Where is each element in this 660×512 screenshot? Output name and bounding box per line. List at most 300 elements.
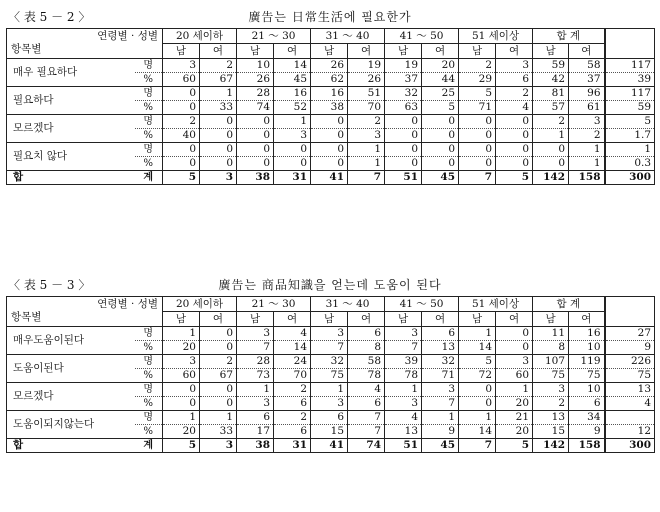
total-row <box>7 171 655 185</box>
count-cell: 3 <box>496 59 533 73</box>
total-cell: 38 <box>237 439 274 453</box>
count-cell: 14 <box>274 59 311 73</box>
count-cell: 51 <box>348 87 385 101</box>
sex-header-female: 여 <box>422 44 459 59</box>
table-row <box>7 87 655 101</box>
percent-cell: 0 <box>200 129 237 143</box>
percent-cell: 14 <box>459 341 496 355</box>
sex-header-female: 여 <box>348 44 385 59</box>
count-cell: 58 <box>569 59 605 73</box>
count-cell: 1 <box>200 411 237 425</box>
count-cell: 0 <box>311 143 348 157</box>
percent-cell: 6 <box>274 425 311 439</box>
table-row <box>7 355 655 369</box>
count-cell: 1 <box>163 327 200 341</box>
count-cell: 0 <box>459 143 496 157</box>
total-cell: 142 <box>533 171 569 185</box>
count-cell: 0 <box>200 115 237 129</box>
row-label: 필요하다 <box>7 87 135 115</box>
percent-cell: 37 <box>385 73 422 87</box>
age-group-header: 51 세이상 <box>459 297 533 312</box>
unit-count: 명 <box>135 87 163 101</box>
count-cell: 2 <box>163 115 200 129</box>
count-cell: 11 <box>533 327 569 341</box>
count-cell: 5 <box>459 87 496 101</box>
percent-cell: 17 <box>237 425 274 439</box>
count-cell: 3 <box>569 115 605 129</box>
table-block-1 <box>6 4 654 185</box>
count-cell: 1 <box>459 411 496 425</box>
unit-count: 명 <box>135 327 163 341</box>
count-cell: 6 <box>422 327 459 341</box>
count-cell: 28 <box>237 355 274 369</box>
percent-cell: 70 <box>274 369 311 383</box>
count-cell: 0 <box>237 115 274 129</box>
percent-cell: 3 <box>237 397 274 411</box>
unit-percent: % <box>135 129 163 143</box>
percent-cell: 61 <box>569 101 605 115</box>
percent-cell: 0.3 <box>605 157 655 171</box>
count-cell: 27 <box>605 327 655 341</box>
total-cell: 31 <box>274 171 311 185</box>
unit-count: 명 <box>135 143 163 157</box>
age-group-header: 31 ～ 40 <box>311 297 385 312</box>
percent-cell: 15 <box>533 425 569 439</box>
sex-header-male: 남 <box>385 44 422 59</box>
unit-count: 명 <box>135 59 163 73</box>
count-cell: 3 <box>311 327 348 341</box>
count-cell: 107 <box>533 355 569 369</box>
sex-header-male: 남 <box>237 44 274 59</box>
total-cell: 158 <box>569 171 605 185</box>
age-group-header: 21 ～ 30 <box>237 29 311 44</box>
percent-cell: 9 <box>605 341 655 355</box>
count-cell: 16 <box>311 87 348 101</box>
percent-cell: 20 <box>163 341 200 355</box>
total-row <box>7 439 655 453</box>
row-label: 필요치 않다 <box>7 143 135 171</box>
percent-cell: 0 <box>533 157 569 171</box>
total-cell: 5 <box>496 439 533 453</box>
count-cell: 0 <box>163 143 200 157</box>
percent-cell: 78 <box>385 369 422 383</box>
percent-cell: 78 <box>348 369 385 383</box>
percent-cell: 0 <box>496 341 533 355</box>
percent-cell: 7 <box>385 341 422 355</box>
header-row <box>7 297 655 312</box>
sex-header-female: 여 <box>569 44 605 59</box>
percent-cell: 0 <box>422 157 459 171</box>
percent-cell: 63 <box>385 101 422 115</box>
count-cell: 3 <box>422 383 459 397</box>
unit-percent: % <box>135 397 163 411</box>
count-cell: 96 <box>569 87 605 101</box>
table-caption <box>6 272 654 296</box>
count-cell: 34 <box>569 411 605 425</box>
percent-cell: 0 <box>163 157 200 171</box>
sex-header-female: 여 <box>200 44 237 59</box>
percent-cell: 2 <box>569 129 605 143</box>
percent-cell: 6 <box>274 397 311 411</box>
percent-cell: 33 <box>200 425 237 439</box>
age-group-header: 31 ～ 40 <box>311 29 385 44</box>
percent-cell: 37 <box>569 73 605 87</box>
row-label: 매우 필요하다 <box>7 59 135 87</box>
corner-item-label: 항목별 <box>11 311 42 323</box>
table-row <box>7 59 655 73</box>
table-row <box>7 411 655 425</box>
count-cell: 13 <box>533 411 569 425</box>
percent-cell: 7 <box>311 341 348 355</box>
count-cell: 1 <box>385 383 422 397</box>
count-cell: 0 <box>496 327 533 341</box>
count-cell: 32 <box>422 355 459 369</box>
count-cell: 0 <box>422 143 459 157</box>
total-unit: 계 <box>135 171 163 185</box>
percent-cell: 44 <box>422 73 459 87</box>
total-cell: 51 <box>385 439 422 453</box>
row-label: 모르겠다 <box>7 383 135 411</box>
percent-cell: 3 <box>348 129 385 143</box>
table-number: 〈 表 5 － 2 〉 <box>8 10 91 24</box>
count-cell: 4 <box>348 383 385 397</box>
percent-cell: 0 <box>459 397 496 411</box>
age-group-header: 20 세이하 <box>163 29 237 44</box>
percent-cell: 6 <box>496 73 533 87</box>
count-cell: 0 <box>163 87 200 101</box>
total-cell: 74 <box>348 439 385 453</box>
count-cell: 0 <box>459 115 496 129</box>
unit-count: 명 <box>135 411 163 425</box>
percent-cell: 26 <box>348 73 385 87</box>
unit-percent: % <box>135 425 163 439</box>
percent-cell: 13 <box>385 425 422 439</box>
total-cell: 5 <box>163 439 200 453</box>
count-cell: 10 <box>569 383 605 397</box>
sex-header-female: 여 <box>496 44 533 59</box>
percent-cell: 0 <box>163 397 200 411</box>
total-cell: 3 <box>200 171 237 185</box>
count-cell: 0 <box>237 143 274 157</box>
percent-cell: 14 <box>459 425 496 439</box>
percent-cell: 3 <box>274 129 311 143</box>
percent-cell: 0 <box>311 129 348 143</box>
count-cell: 4 <box>385 411 422 425</box>
percent-cell: 20 <box>163 425 200 439</box>
table-row <box>7 143 655 157</box>
percent-cell: 0 <box>163 101 200 115</box>
percent-cell: 45 <box>274 73 311 87</box>
unit-percent: % <box>135 369 163 383</box>
age-group-header: 51 세이상 <box>459 29 533 44</box>
count-cell: 1 <box>569 143 605 157</box>
unit-percent: % <box>135 157 163 171</box>
count-cell: 3 <box>163 59 200 73</box>
count-cell: 2 <box>200 355 237 369</box>
sex-header-female: 여 <box>422 312 459 327</box>
percent-cell: 0 <box>422 129 459 143</box>
count-cell: 58 <box>348 355 385 369</box>
count-cell: 3 <box>237 327 274 341</box>
percent-cell: 0 <box>496 129 533 143</box>
percent-cell: 0 <box>385 157 422 171</box>
count-cell <box>605 411 655 425</box>
count-cell: 7 <box>348 411 385 425</box>
corner-age-sex-label: 연령별 · 성별 <box>97 30 158 42</box>
percent-cell: 15 <box>311 425 348 439</box>
percent-cell: 75 <box>569 369 605 383</box>
percent-cell: 10 <box>569 341 605 355</box>
percent-cell: 75 <box>533 369 569 383</box>
percent-cell: 7 <box>422 397 459 411</box>
count-cell: 226 <box>605 355 655 369</box>
count-cell: 0 <box>496 115 533 129</box>
sex-header-female: 여 <box>274 312 311 327</box>
percent-cell: 2 <box>533 397 569 411</box>
percent-cell: 12 <box>605 425 655 439</box>
percent-cell: 29 <box>459 73 496 87</box>
row-label: 도움이되지않는다 <box>7 411 135 439</box>
sex-header-female: 여 <box>496 312 533 327</box>
percent-cell: 60 <box>496 369 533 383</box>
count-cell: 1 <box>422 411 459 425</box>
percent-cell: 9 <box>422 425 459 439</box>
table-title: 廣告는 商品知識을 얻는데 도움이 된다 <box>218 278 442 292</box>
count-cell: 0 <box>459 383 496 397</box>
count-cell: 6 <box>237 411 274 425</box>
unit-count: 명 <box>135 115 163 129</box>
percent-cell: 0 <box>200 157 237 171</box>
row-label: 모르겠다 <box>7 115 135 143</box>
total-cell: 142 <box>533 439 569 453</box>
count-cell: 20 <box>422 59 459 73</box>
total-cell: 300 <box>605 171 655 185</box>
table-row <box>7 327 655 341</box>
count-cell: 0 <box>422 115 459 129</box>
count-cell: 1 <box>496 383 533 397</box>
count-cell: 32 <box>385 87 422 101</box>
count-cell: 0 <box>200 383 237 397</box>
percent-cell: 7 <box>348 425 385 439</box>
count-cell: 1 <box>311 383 348 397</box>
count-cell: 16 <box>569 327 605 341</box>
percent-cell: 67 <box>200 369 237 383</box>
total-cell: 300 <box>605 439 655 453</box>
percent-cell: 73 <box>237 369 274 383</box>
age-group-header: 합 계 <box>533 29 605 44</box>
percent-cell: 60 <box>163 73 200 87</box>
count-cell: 21 <box>496 411 533 425</box>
count-cell: 1 <box>163 411 200 425</box>
percent-cell: 0 <box>237 129 274 143</box>
total-cell: 7 <box>348 171 385 185</box>
count-cell: 2 <box>274 411 311 425</box>
total-cell: 38 <box>237 171 274 185</box>
count-cell: 39 <box>385 355 422 369</box>
sex-header-female: 여 <box>348 312 385 327</box>
percent-cell: 59 <box>605 101 655 115</box>
count-cell: 2 <box>533 115 569 129</box>
age-group-header: 20 세이하 <box>163 297 237 312</box>
row-label: 도움이된다 <box>7 355 135 383</box>
percent-cell: 0 <box>385 129 422 143</box>
percent-cell: 8 <box>533 341 569 355</box>
count-cell: 2 <box>274 383 311 397</box>
sex-header-male: 남 <box>311 312 348 327</box>
count-cell: 81 <box>533 87 569 101</box>
count-cell: 3 <box>533 383 569 397</box>
percent-cell: 13 <box>422 341 459 355</box>
age-group-header: 21 ～ 30 <box>237 297 311 312</box>
count-cell: 119 <box>569 355 605 369</box>
percent-cell: 1.7 <box>605 129 655 143</box>
total-cell: 45 <box>422 439 459 453</box>
sex-header-male: 남 <box>311 44 348 59</box>
total-cell: 31 <box>274 439 311 453</box>
percent-cell: 75 <box>605 369 655 383</box>
count-cell: 3 <box>496 355 533 369</box>
percent-cell: 4 <box>605 397 655 411</box>
count-cell: 25 <box>422 87 459 101</box>
header-corner <box>7 297 163 327</box>
count-cell: 5 <box>459 355 496 369</box>
percent-cell: 1 <box>348 157 385 171</box>
age-group-header: 41 ～ 50 <box>385 297 459 312</box>
percent-cell: 33 <box>200 101 237 115</box>
percent-cell: 62 <box>311 73 348 87</box>
count-cell: 0 <box>385 115 422 129</box>
total-unit: 계 <box>135 439 163 453</box>
count-cell: 59 <box>533 59 569 73</box>
unit-count: 명 <box>135 383 163 397</box>
sex-header-female: 여 <box>569 312 605 327</box>
total-cell: 7 <box>459 439 496 453</box>
count-cell: 2 <box>459 59 496 73</box>
count-cell: 16 <box>274 87 311 101</box>
count-cell: 1 <box>605 143 655 157</box>
total-cell: 41 <box>311 171 348 185</box>
count-cell: 0 <box>533 143 569 157</box>
percent-cell: 3 <box>385 397 422 411</box>
count-cell: 0 <box>163 383 200 397</box>
sex-header-female: 여 <box>274 44 311 59</box>
grand-total-header <box>605 29 655 59</box>
total-cell: 7 <box>459 171 496 185</box>
total-label: 합 <box>7 439 135 453</box>
grand-total-header <box>605 297 655 327</box>
percent-cell: 67 <box>200 73 237 87</box>
percent-cell: 71 <box>459 101 496 115</box>
unit-count: 명 <box>135 355 163 369</box>
unit-percent: % <box>135 101 163 115</box>
count-cell: 1 <box>200 87 237 101</box>
count-cell: 3 <box>163 355 200 369</box>
count-cell: 0 <box>496 143 533 157</box>
count-cell: 10 <box>237 59 274 73</box>
count-cell: 1 <box>348 143 385 157</box>
header-corner <box>7 29 163 59</box>
percent-cell: 0 <box>496 157 533 171</box>
count-cell: 28 <box>237 87 274 101</box>
percent-cell: 72 <box>459 369 496 383</box>
percent-cell: 26 <box>237 73 274 87</box>
percent-cell: 75 <box>311 369 348 383</box>
sex-header-male: 남 <box>533 312 569 327</box>
count-cell: 6 <box>348 327 385 341</box>
count-cell: 117 <box>605 87 655 101</box>
percent-cell: 5 <box>422 101 459 115</box>
total-cell: 5 <box>163 171 200 185</box>
percent-cell: 0 <box>459 157 496 171</box>
percent-cell: 6 <box>569 397 605 411</box>
percent-cell: 39 <box>605 73 655 87</box>
count-cell: 0 <box>200 143 237 157</box>
total-cell: 158 <box>569 439 605 453</box>
percent-cell: 52 <box>274 101 311 115</box>
count-cell: 0 <box>200 327 237 341</box>
percent-cell: 3 <box>311 397 348 411</box>
corner-item-label: 항목별 <box>11 43 42 55</box>
age-group-header: 41 ～ 50 <box>385 29 459 44</box>
sex-header-male: 남 <box>163 44 200 59</box>
percent-cell: 20 <box>496 397 533 411</box>
total-cell: 51 <box>385 171 422 185</box>
count-cell: 24 <box>274 355 311 369</box>
count-cell: 1 <box>237 383 274 397</box>
sex-header-female: 여 <box>200 312 237 327</box>
data-table <box>6 28 655 185</box>
total-cell: 5 <box>496 171 533 185</box>
header-row <box>7 29 655 44</box>
percent-cell: 1 <box>569 157 605 171</box>
percent-cell: 4 <box>496 101 533 115</box>
percent-cell: 0 <box>237 157 274 171</box>
unit-percent: % <box>135 73 163 87</box>
total-cell: 41 <box>311 439 348 453</box>
corner-age-sex-label: 연령별 · 성별 <box>97 298 158 310</box>
percent-cell: 8 <box>348 341 385 355</box>
percent-cell: 40 <box>163 129 200 143</box>
count-cell: 2 <box>348 115 385 129</box>
count-cell: 0 <box>385 143 422 157</box>
percent-cell: 0 <box>200 397 237 411</box>
count-cell: 32 <box>311 355 348 369</box>
total-label: 합 <box>7 171 135 185</box>
count-cell: 117 <box>605 59 655 73</box>
count-cell: 2 <box>200 59 237 73</box>
total-cell: 3 <box>200 439 237 453</box>
count-cell: 26 <box>311 59 348 73</box>
table-block-2 <box>6 272 654 453</box>
percent-cell: 20 <box>496 425 533 439</box>
table-title: 廣告는 日常生活에 필요한가 <box>248 10 412 24</box>
percent-cell: 71 <box>422 369 459 383</box>
table-number: 〈 表 5 － 3 〉 <box>8 278 91 292</box>
count-cell: 0 <box>274 143 311 157</box>
total-cell: 45 <box>422 171 459 185</box>
count-cell: 1 <box>274 115 311 129</box>
count-cell: 1 <box>459 327 496 341</box>
percent-cell: 70 <box>348 101 385 115</box>
sex-header-male: 남 <box>385 312 422 327</box>
sex-header-male: 남 <box>163 312 200 327</box>
percent-cell: 0 <box>200 341 237 355</box>
age-group-header: 합 계 <box>533 297 605 312</box>
count-cell: 4 <box>274 327 311 341</box>
count-cell: 19 <box>348 59 385 73</box>
sex-header-male: 남 <box>533 44 569 59</box>
count-cell: 6 <box>311 411 348 425</box>
